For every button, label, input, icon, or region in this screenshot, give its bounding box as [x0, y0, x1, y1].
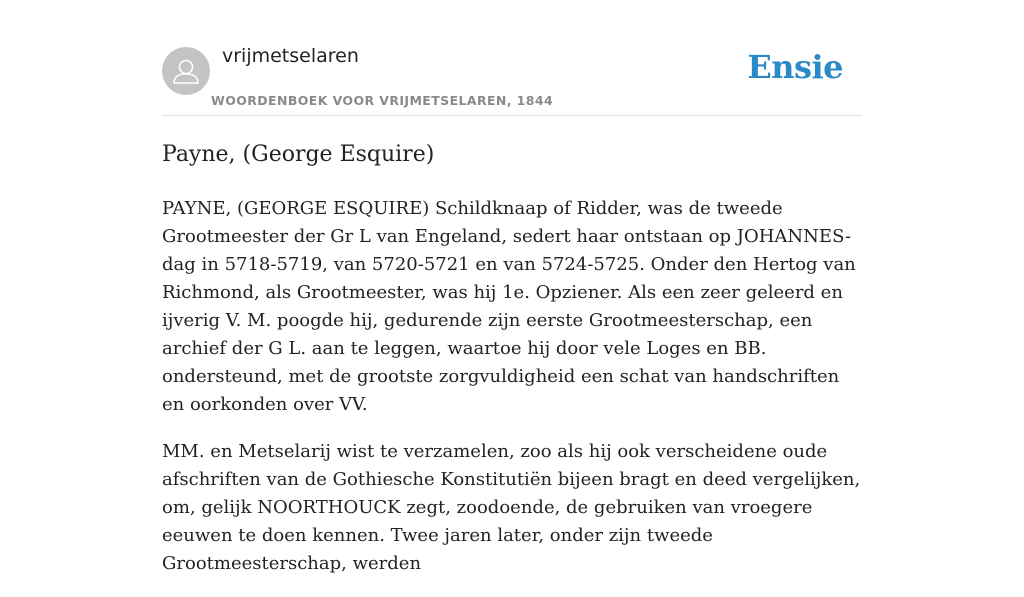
- entry-paragraph: MM. en Metselarij wist te verzamelen, zoo als hij ook verscheidene oude afschriften van de Gothiesche Konstitutiën bijeen bragt en deed vergelijken, om, gelijk NOORTHOUCK zegt, zoodoende, de gebruiken van vroegere eeuwen te doen kennen. Twee jaren later, onder zijn tweede Grootmeesterschap, werden: [162, 441, 861, 574]
- entry-title: Payne, (George Esquire): [162, 142, 435, 167]
- author-link[interactable]: vrijmetselaren: [222, 45, 359, 67]
- user-avatar-icon[interactable]: [162, 47, 210, 95]
- user-outline-icon: [162, 47, 210, 95]
- entry-header: [162, 0, 862, 116]
- source-link[interactable]: WOORDENBOEK VOOR VRIJMETSELAREN, 1844: [211, 93, 554, 108]
- entry-body: [162, 195, 862, 578]
- entry-container: [162, 0, 862, 597]
- ensie-logo[interactable]: Ensie: [747, 48, 843, 86]
- entry-paragraph: PAYNE, (GEORGE ESQUIRE) Schildknaap of Ridder, was de tweede Grootmeester der Gr L van Engeland, sedert haar ontstaan op JOHANNES-dag in 5718-5719, van 5720-5721 en van 5724-5725. Onder den Hertog van Richmond, als Grootmeester, was hij 1e. Opziener. Als een zeer geleerd en ijverig V. M. poogde hij, gedurende zijn eerste Grootmeesterschap, een archief der G L. aan te leggen, waartoe hij door vele Loges en BB. ondersteund, met de grootste zorgvuldigheid een schat van handschriften en oorkonden over VV.: [162, 198, 856, 415]
